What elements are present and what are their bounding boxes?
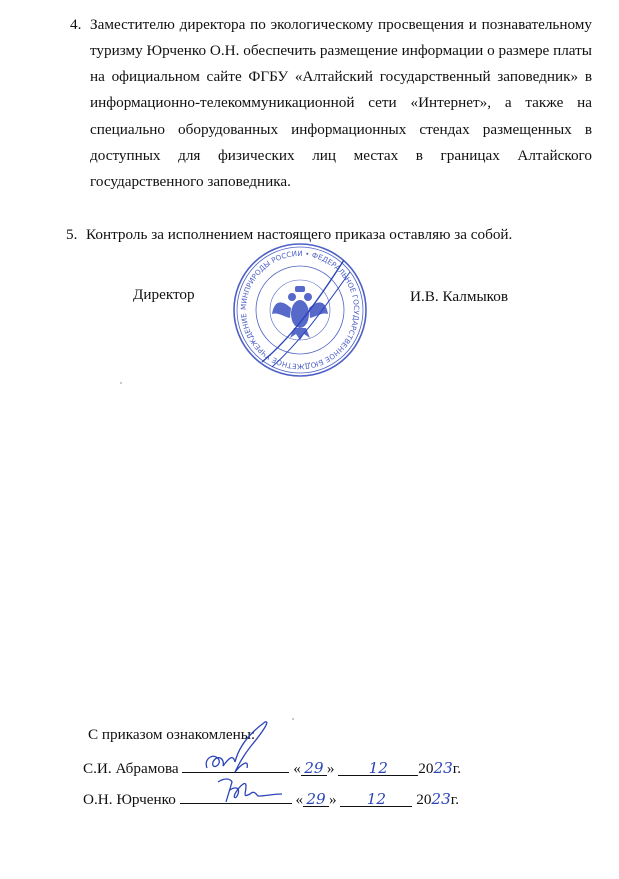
item-5-text: Контроль за исполнением настоящего приказа оставляю за собой. [86, 226, 513, 243]
quote-open: « [293, 760, 301, 777]
item-4-line: специально оборудованных информационных стендах размещенных в [90, 121, 592, 138]
acknowledgement-heading: С приказом ознакомлены: [88, 726, 256, 743]
year-prefix: 20 [418, 760, 434, 777]
item-4-number: 4. [70, 16, 82, 33]
year-mark: г. [452, 760, 462, 777]
item-4-line: на официальном сайте ФГБУ «Алтайский государственный заповедник» в [90, 68, 592, 85]
item-5-number: 5. [66, 226, 78, 243]
day-value: 29 [303, 792, 329, 807]
scan-speck [292, 718, 294, 720]
scan-speck [120, 382, 122, 384]
employee-name: С.И. Абрамова [83, 760, 179, 777]
quote-open: « [295, 791, 304, 808]
handwritten-signature-yurchenko [210, 772, 290, 808]
year-mark: г. [450, 791, 460, 808]
year-prefix: 20 [416, 791, 432, 808]
quote-close: » [326, 760, 335, 777]
seal-text: МИНПРИРОДЫ РОССИИ • ФЕДЕРАЛЬНОЕ ГОСУДАРСТВЕННОЕ БЮДЖЕТНОЕ УЧРЕЖДЕНИЕ [238, 248, 362, 372]
signer-name: И.В. Калмыков [410, 288, 509, 305]
year-suffix: 23 [431, 790, 451, 808]
official-seal-stamp [232, 242, 368, 378]
month-value: 12 [340, 792, 412, 807]
quote-close: » [329, 791, 337, 808]
year-suffix: 23 [433, 759, 453, 777]
item-4-line: туризму Юрченко О.Н. обеспечить размещение информации о размере платы [90, 42, 592, 59]
month-value: 12 [338, 761, 418, 776]
item-4-line: доступных для физических лиц местах в границах Алтайского [90, 147, 592, 164]
employee-name: О.Н. Юрченко [83, 791, 176, 808]
item-4-line: информационно-телекоммуникационной сети «Интернет», а также на [90, 94, 592, 111]
signer-position: Директор [133, 286, 195, 303]
item-4-line: государственного заповедника. [90, 173, 291, 190]
day-value: 29 [301, 761, 327, 776]
item-4-line: Заместителю директора по экологическому просвещения и познавательному [90, 16, 592, 33]
